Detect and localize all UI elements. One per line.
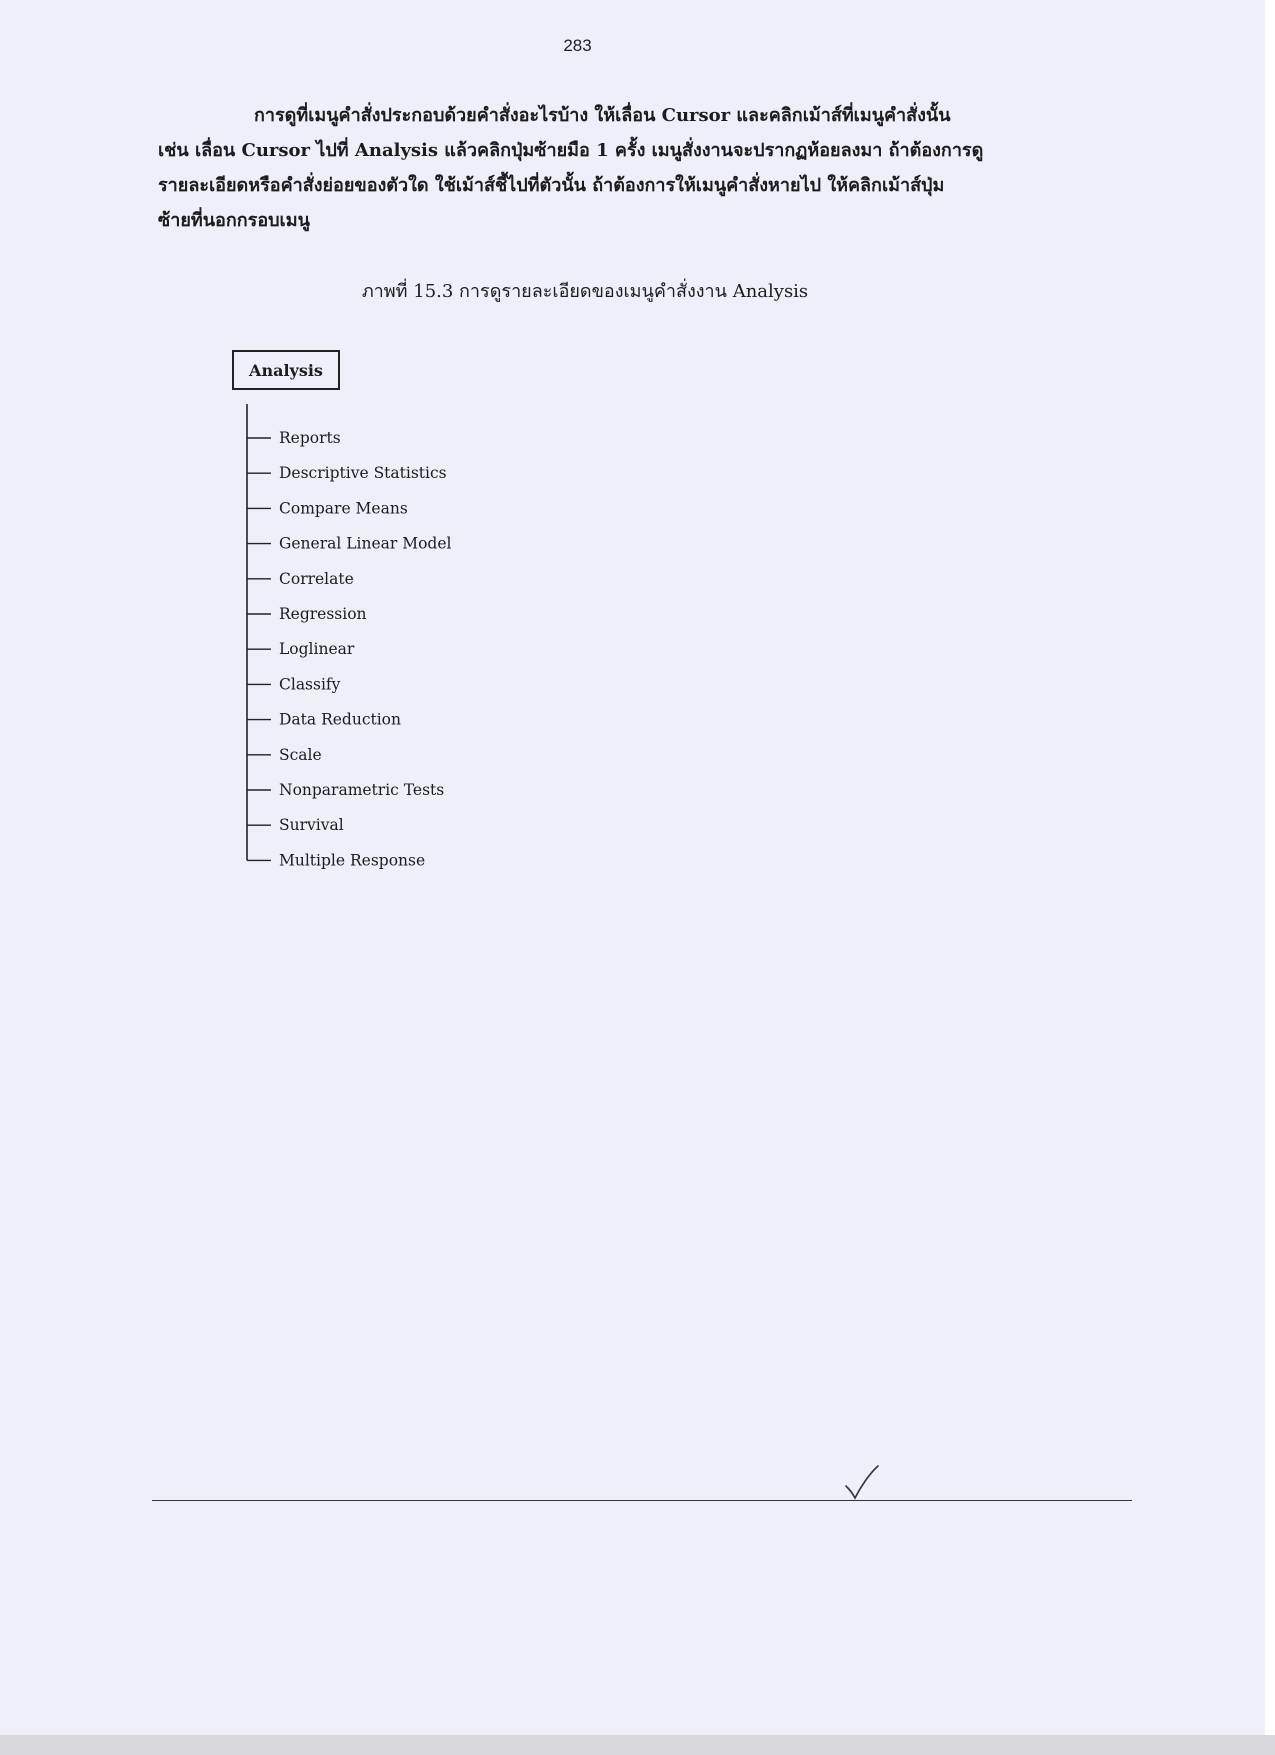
menu-tree-item: Descriptive Statistics — [279, 464, 447, 483]
menu-tree-item: Scale — [279, 745, 322, 764]
menu-tree-item: Correlate — [279, 569, 354, 588]
menu-tree-item: General Linear Model — [279, 534, 452, 553]
menu-root-box: Analysis — [232, 350, 340, 390]
body-paragraph — [158, 98, 1018, 238]
paragraph-line: เช่น เลื่อน Cursor ไปที่ Analysis แล้วคลิกปุ่มซ้ายมือ 1 ครั้ง เมนูสั่งงานจะปรากฏห้อยลงมา ถ้าต้องการดู — [158, 140, 984, 161]
paragraph-line: การดูที่เมนูคำสั่งประกอบด้วยคำสั่งอะไรบ้าง ให้เลื่อน Cursor และคลิกเม้าส์ที่เมนูคำสั่งนั้น — [254, 105, 951, 126]
scan-bottom-edge — [0, 1735, 1275, 1755]
menu-tree-item: Reports — [279, 429, 341, 447]
menu-tree-item: Classify — [279, 675, 341, 694]
menu-tree-item: Multiple Response — [279, 851, 426, 870]
analysis-menu-diagram — [232, 350, 532, 870]
checkmark-icon — [842, 1462, 882, 1502]
menu-tree-item: Nonparametric Tests — [279, 781, 445, 799]
menu-tree-item: Loglinear — [279, 640, 355, 659]
scan-right-edge — [1265, 0, 1275, 1755]
paragraph-line: รายละเอียดหรือคำสั่งย่อยของตัวใด ใช้เม้าส์ชี้ไปที่ตัวนั้น ถ้าต้องการให้เมนูคำสั่งหายไป ให้คลิกเม้าส์ปุ่ม — [158, 175, 945, 196]
figure-caption: ภาพที่ 15.3 การดูรายละเอียดของเมนูคำสั่งงาน Analysis — [361, 281, 809, 302]
menu-tree-item: Compare Means — [279, 499, 408, 518]
menu-tree-item: Survival — [279, 816, 344, 835]
menu-tree-item: Data Reduction — [279, 710, 401, 729]
paragraph-line: ซ้ายที่นอกกรอบเมนู — [158, 210, 310, 231]
page-number: 283 — [563, 36, 592, 55]
footer-rule — [152, 1500, 1132, 1501]
menu-tree-item: Regression — [279, 605, 367, 623]
menu-tree-branches — [232, 350, 532, 870]
